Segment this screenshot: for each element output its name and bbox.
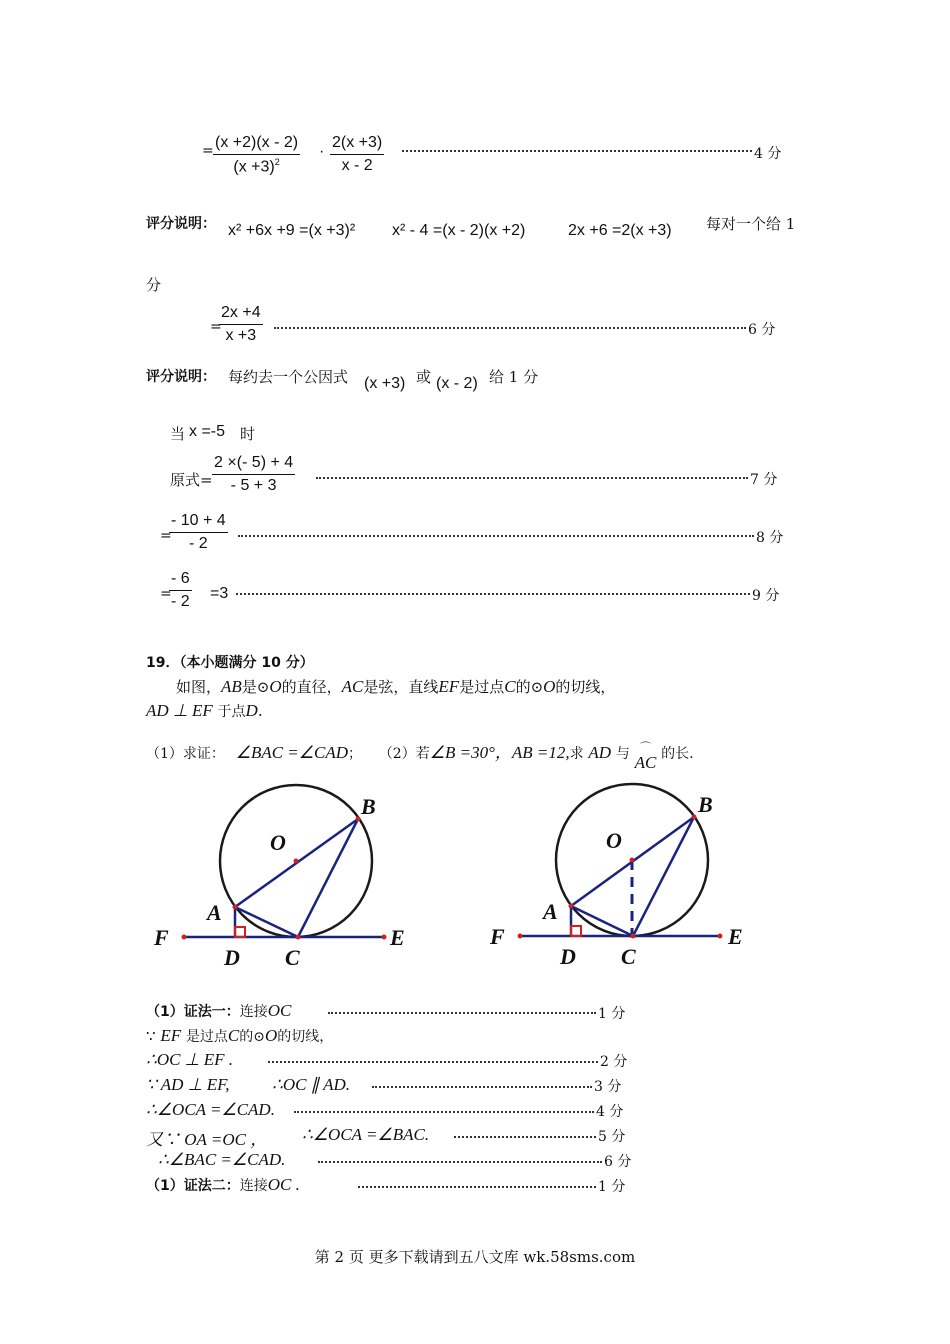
fraction-3 (219, 304, 263, 345)
proof-line-7: ∴∠BAC =∠CAD. (158, 1150, 286, 1169)
label-d: D (560, 944, 576, 969)
right-angle-mark-icon (235, 927, 245, 937)
point-e (718, 934, 723, 939)
label-c: C (621, 944, 636, 969)
point-c (631, 934, 636, 939)
note2-factor-2: (x - 2) (436, 375, 478, 392)
label-o: O (270, 830, 286, 855)
label-d: D (224, 945, 240, 970)
leader-dots (316, 477, 748, 479)
var-O: O (269, 677, 282, 696)
eq-prefix-4: = (160, 586, 172, 602)
problem-19-line-1 (176, 676, 615, 697)
when-text: 当 (170, 425, 186, 443)
q1-separator: ； (348, 746, 363, 762)
note-eq-2: x² - 4 =(x - 2)(x +2) (392, 222, 526, 239)
label-a: A (207, 900, 222, 925)
original-expr-label: 原式= (170, 471, 213, 489)
q2-condition: ∠B =30°，AB =12, (429, 743, 570, 762)
point-f (518, 934, 523, 939)
note2-factor-1: (x +3) (364, 375, 406, 392)
note-eq-3: 2x +6 =2(x +3) (568, 222, 672, 239)
fraction-3-denominator: x +3 (225, 327, 257, 344)
geometry-figures (140, 780, 780, 980)
label-c: C (285, 945, 300, 970)
point-f (182, 935, 187, 940)
proof-2-label: （1）证法二： (146, 1178, 240, 1194)
text: 的⊙ (239, 1029, 265, 1045)
fraction-2-numerator: 2(x +3) (330, 134, 384, 155)
label-f: F (154, 925, 169, 950)
eq-prefix-3: = (160, 528, 172, 544)
fraction-1 (213, 134, 300, 176)
q1-equation: ∠BAC =∠CAD (235, 743, 349, 762)
point-o (630, 858, 635, 863)
text: 是弦，直线 (363, 678, 439, 696)
note2-tail: 给 1 分 (489, 368, 539, 386)
score-8: 8 分 (756, 530, 784, 546)
q2-and: 与 (615, 746, 630, 762)
times-dot: · (319, 143, 325, 160)
note-tail: 每对一个给 1 (706, 215, 796, 233)
proof-1-text: 连接 (239, 1004, 268, 1020)
var-AB: AB (221, 677, 242, 696)
score-4: 4 分 (754, 146, 782, 162)
problem-19-line-2 (146, 701, 263, 721)
var-O: O (264, 1026, 278, 1045)
fraction-6-numerator: - 6 (169, 570, 192, 591)
text: 是过点 (459, 678, 505, 696)
note2-label: 评分说明： (146, 369, 216, 385)
note2-or: 或 (416, 368, 432, 386)
var-EF: EF (438, 677, 460, 696)
text: 是过点 (185, 1029, 228, 1045)
note-wrap: 分 (146, 276, 162, 294)
point-o (294, 859, 299, 864)
chord-bc (298, 819, 358, 937)
score-7: 7 分 (750, 472, 778, 488)
var-OC: OC . (267, 1175, 300, 1194)
label-e: E (728, 924, 743, 949)
proof-line-6b: ∴∠OCA =∠BAC. (302, 1125, 430, 1144)
label-b: B (361, 794, 376, 819)
proof-line-5: ∴∠OCA =∠CAD. (146, 1100, 275, 1119)
eq-prefix: = (202, 143, 214, 159)
score-6: 6 分 (748, 322, 776, 338)
problem-19-heading: 19．（本小题满分 10 分） (146, 655, 314, 671)
score-7b: 1 分 (598, 1179, 626, 1195)
var-D: D (245, 701, 258, 720)
var-O: O (543, 677, 556, 696)
proof-line-6a: 又∵ OA =OC ， (146, 1130, 268, 1149)
label-a: A (543, 899, 558, 924)
var-EF: EF (160, 1026, 182, 1045)
leader-dots (358, 1186, 596, 1188)
var-C: C (227, 1026, 240, 1045)
score-4b: 4 分 (596, 1104, 624, 1120)
proof-2-text: 连接 (239, 1178, 268, 1194)
q1-label: （1）求证： (146, 746, 225, 762)
right-angle-mark-icon (571, 926, 581, 936)
proof-method-1-line (146, 1001, 291, 1021)
fraction-5 (169, 512, 228, 553)
text: 是⊙ (241, 678, 270, 696)
point-b (692, 815, 697, 820)
label-f: F (490, 924, 505, 949)
point-a (233, 905, 238, 910)
text: 如图， (176, 678, 222, 696)
score-2: 2 分 (600, 1054, 628, 1070)
fraction-5-denominator: - 2 (189, 535, 208, 552)
leader-dots (372, 1086, 592, 1088)
page-footer: 第 2 页 更多下载请到五八文库 wk.58sms.com (314, 1248, 636, 1266)
var-C: C (504, 677, 516, 696)
point-e (382, 935, 387, 940)
text: 的切线， (555, 678, 616, 696)
when-tail: 时 (240, 425, 256, 443)
leader-dots (318, 1161, 602, 1163)
proof-line-2 (146, 1026, 333, 1046)
label-b: B (698, 792, 713, 817)
text: . (257, 702, 263, 720)
note-eq-1: x² +6x +9 =(x +3)² (228, 222, 356, 239)
score-9: 9 分 (752, 588, 780, 604)
point-c (296, 935, 301, 940)
arc-label: AC (634, 753, 657, 772)
score-5: 5 分 (598, 1129, 626, 1145)
eq-prefix-2: = (210, 319, 222, 335)
leader-dots (274, 327, 746, 329)
text: 的切线， (277, 1029, 334, 1045)
fraction-4-numerator: 2 ×(- 5) + 4 (212, 454, 295, 475)
point-a (569, 904, 574, 909)
text: 的⊙ (515, 678, 544, 696)
proof-line-3: ∴OC ⊥ EF . (146, 1050, 234, 1069)
q2-ask: 求 (569, 746, 584, 762)
label-o: O (606, 828, 622, 853)
fraction-1-denominator: $(x +3)^2$ (233, 157, 280, 176)
because-symbol: ∵ (146, 1027, 156, 1045)
leader-dots (268, 1061, 598, 1063)
score-3: 3 分 (594, 1079, 622, 1095)
problem-19-questions (146, 738, 694, 773)
proof-line-4a: ∵ AD ⊥ EF, (146, 1075, 230, 1094)
text: 的直径， (281, 678, 342, 696)
result-value: =3 (210, 585, 229, 602)
proof-method-2-line (146, 1175, 300, 1195)
leader-dots (294, 1111, 594, 1113)
var-OC: OC (267, 1001, 292, 1020)
perp-relation: AD ⊥ EF (146, 701, 213, 720)
fraction-6-denominator: - 2 (171, 593, 190, 610)
label-e: E (390, 925, 405, 950)
var-AD: AD (588, 743, 612, 762)
chord-bc (633, 817, 694, 936)
fraction-6 (169, 570, 192, 611)
proof-1-label: （1）证法一： (146, 1004, 240, 1020)
note-label: 评分说明： (146, 216, 216, 232)
fraction-4-denominator: - 5 + 3 (230, 477, 277, 494)
q2-tail: 的长. (661, 746, 694, 762)
fraction-2-denominator: x - 2 (341, 157, 373, 174)
fraction-4 (212, 454, 295, 495)
leader-dots (238, 535, 754, 537)
q2-label: （2）若 (378, 746, 430, 762)
leader-dots (236, 593, 750, 595)
figure-left (153, 785, 405, 970)
fraction-5-numerator: - 10 + 4 (169, 512, 228, 533)
figure-right (489, 784, 743, 969)
fraction-1-numerator: (x +2)(x - 2) (213, 134, 300, 155)
score-6b: 6 分 (604, 1154, 632, 1170)
var-AC: AC (341, 677, 364, 696)
leader-dots (402, 150, 752, 152)
arc-symbol-icon: ⌒ (639, 741, 651, 754)
fraction-2 (330, 134, 384, 175)
text: 于点 (217, 704, 246, 720)
fraction-3-numerator: 2x +4 (219, 304, 263, 325)
proof-line-4b: ∴OC ∥ AD. (272, 1075, 351, 1094)
arc-AC (635, 743, 657, 773)
when-eq: x =-5 (189, 423, 226, 440)
note2-text: 每约去一个公因式 (228, 368, 349, 386)
leader-dots (328, 1012, 596, 1014)
point-b (356, 817, 361, 822)
leader-dots (454, 1136, 596, 1138)
score-1: 1 分 (598, 1006, 626, 1022)
